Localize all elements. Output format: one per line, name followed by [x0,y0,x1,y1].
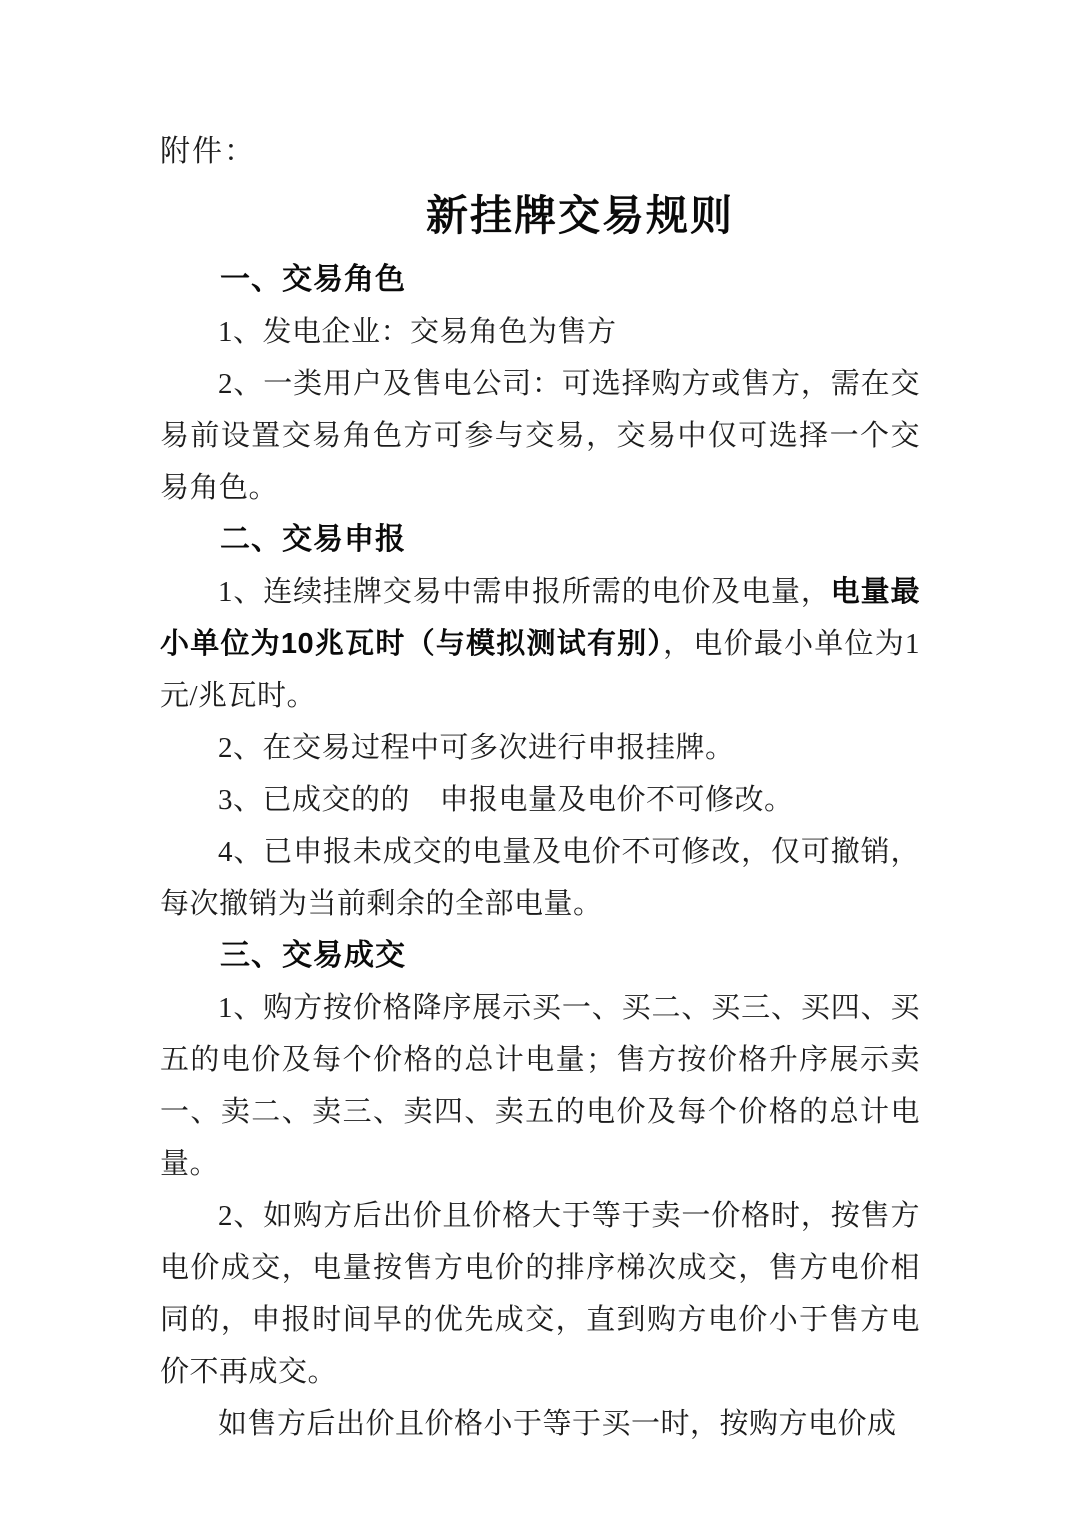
paragraph-declaration-units [160,566,920,722]
document-title: 新挂牌交易规则 [425,192,734,239]
section-heading-trading-roles: 一、交易角色 [220,263,406,296]
paragraph-undealt-cancel: 4、已申报未成交的电量及电价不可修改，仅可撤销，每次撤销为当前剩余的全部电量。 [160,836,920,920]
paragraph-user-role: 2、一类用户及售电公司：可选择购方或售方，需在交易前设置交易角色方可参与交易，交易中仅可选择一个交易角色。 [160,368,920,504]
paragraph-declaration-units-pre: 1、连续挂牌交易中需申报所需的电价及电量， [218,576,831,608]
paragraph-declaration-units-post: ，电价最小单位为1元/兆瓦时。 [160,628,920,712]
paragraph-multiple-declarations: 2、在交易过程中可多次进行申报挂牌。 [218,732,735,764]
paragraph-price-display-order: 1、购方按价格降序展示买一、买二、买三、买四、买五的电价及每个价格的总计电量；售方按价格升序展示卖一、卖二、卖三、卖四、卖五的电价及每个价格的总计电量。 [160,992,920,1180]
attachment-label: 附件： [160,135,256,168]
paragraph-generator-role: 1、发电企业：交易角色为售方 [218,316,617,348]
paragraph-seller-bid-matching: 如售方后出价且价格小于等于买一时，按购方电价成 [218,1408,897,1440]
section-heading-trade-closing: 三、交易成交 [220,939,406,972]
paragraph-dealt-no-modify: 3、已成交的的 申报电量及电价不可修改。 [218,784,794,816]
paragraph-buyer-bid-matching: 2、如购方后出价且价格大于等于卖一价格时，按售方电价成交，电量按售方电价的排序梯次成交，售方电价相同的，申报时间早的优先成交，直到购方电价小于售方电价不再成交。 [160,1200,920,1388]
section-heading-trade-declaration: 二、交易申报 [220,523,406,556]
paragraph-declaration-units-bold: 电量最小单位为10兆瓦时（与模拟测试有别） [160,576,920,660]
